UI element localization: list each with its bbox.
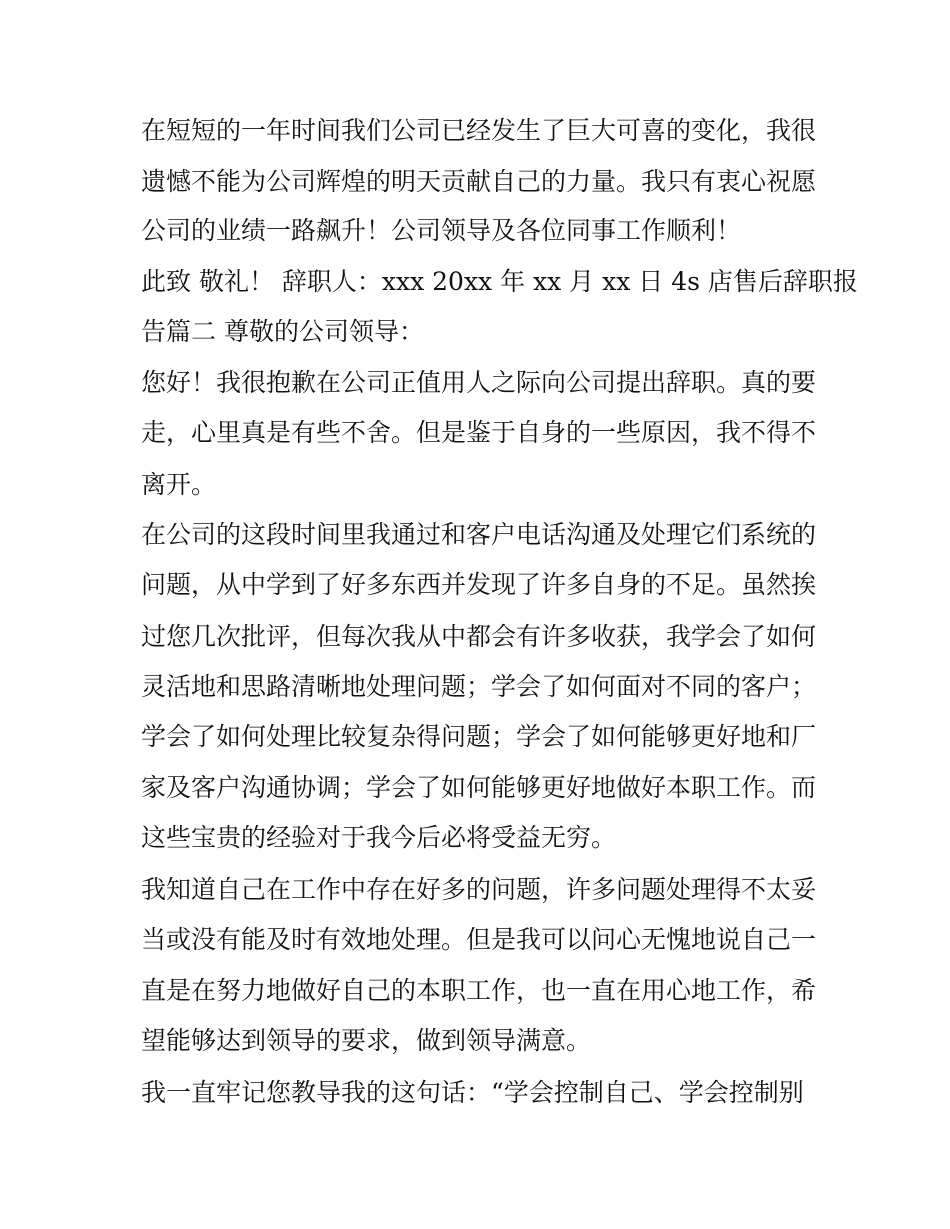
text-line-7: 走，心里真是有些不舍。但是鉴于自身的一些原因，我不得不 bbox=[141, 418, 817, 447]
text-line-18: 直是在努力地做好自己的本职工作，也一直在用心地工作，希 bbox=[141, 976, 817, 1005]
text-line-3: 公司的业绩一路飙升！公司领导及各位同事工作顺利！ bbox=[141, 216, 742, 245]
text-line-10: 问题，从中学到了好多东西并发现了许多自身的不足。虽然挨 bbox=[141, 570, 817, 599]
text-line-19: 望能够达到领导的要求，做到领导满意。 bbox=[141, 1026, 592, 1055]
text-line-4: 此致 敬礼！ 辞职人：xxx 20xx 年 xx 月 xx 日 4s 店售后辞职报 bbox=[141, 267, 858, 296]
text-line-13: 学会了如何处理比较复杂得问题；学会了如何能够更好地和厂 bbox=[141, 722, 817, 751]
text-line-6: 您好！我很抱歉在公司正值用人之际向公司提出辞职。真的要 bbox=[141, 368, 817, 397]
text-line-14: 家及客户沟通协调；学会了如何能够更好地做好本职工作。而 bbox=[141, 773, 817, 802]
text-line-5: 告篇二 尊敬的公司领导： bbox=[141, 317, 424, 346]
text-line-2: 遗憾不能为公司辉煌的明天贡献自己的力量。我只有衷心祝愿 bbox=[141, 167, 817, 196]
text-line-20: 我一直牢记您教导我的这句话：“学会控制自己、学会控制别 bbox=[141, 1078, 804, 1107]
text-line-11: 过您几次批评，但每次我从中都会有许多收获，我学会了如何 bbox=[141, 622, 817, 651]
text-line-1: 在短短的一年时间我们公司已经发生了巨大可喜的变化，我很 bbox=[141, 116, 817, 145]
text-line-16: 我知道自己在工作中存在好多的问题，许多问题处理得不太妥 bbox=[141, 875, 817, 904]
text-line-15: 这些宝贵的经验对于我今后必将受益无穷。 bbox=[141, 823, 617, 852]
text-line-8: 离开。 bbox=[141, 470, 217, 499]
text-line-17: 当或没有能及时有效地处理。但是我可以问心无愧地说自己一 bbox=[141, 925, 817, 954]
text-line-9: 在公司的这段时间里我通过和客户电话沟通及处理它们系统的 bbox=[141, 520, 817, 549]
text-line-12: 灵活地和思路清晰地处理问题；学会了如何面对不同的客户； bbox=[141, 672, 817, 701]
